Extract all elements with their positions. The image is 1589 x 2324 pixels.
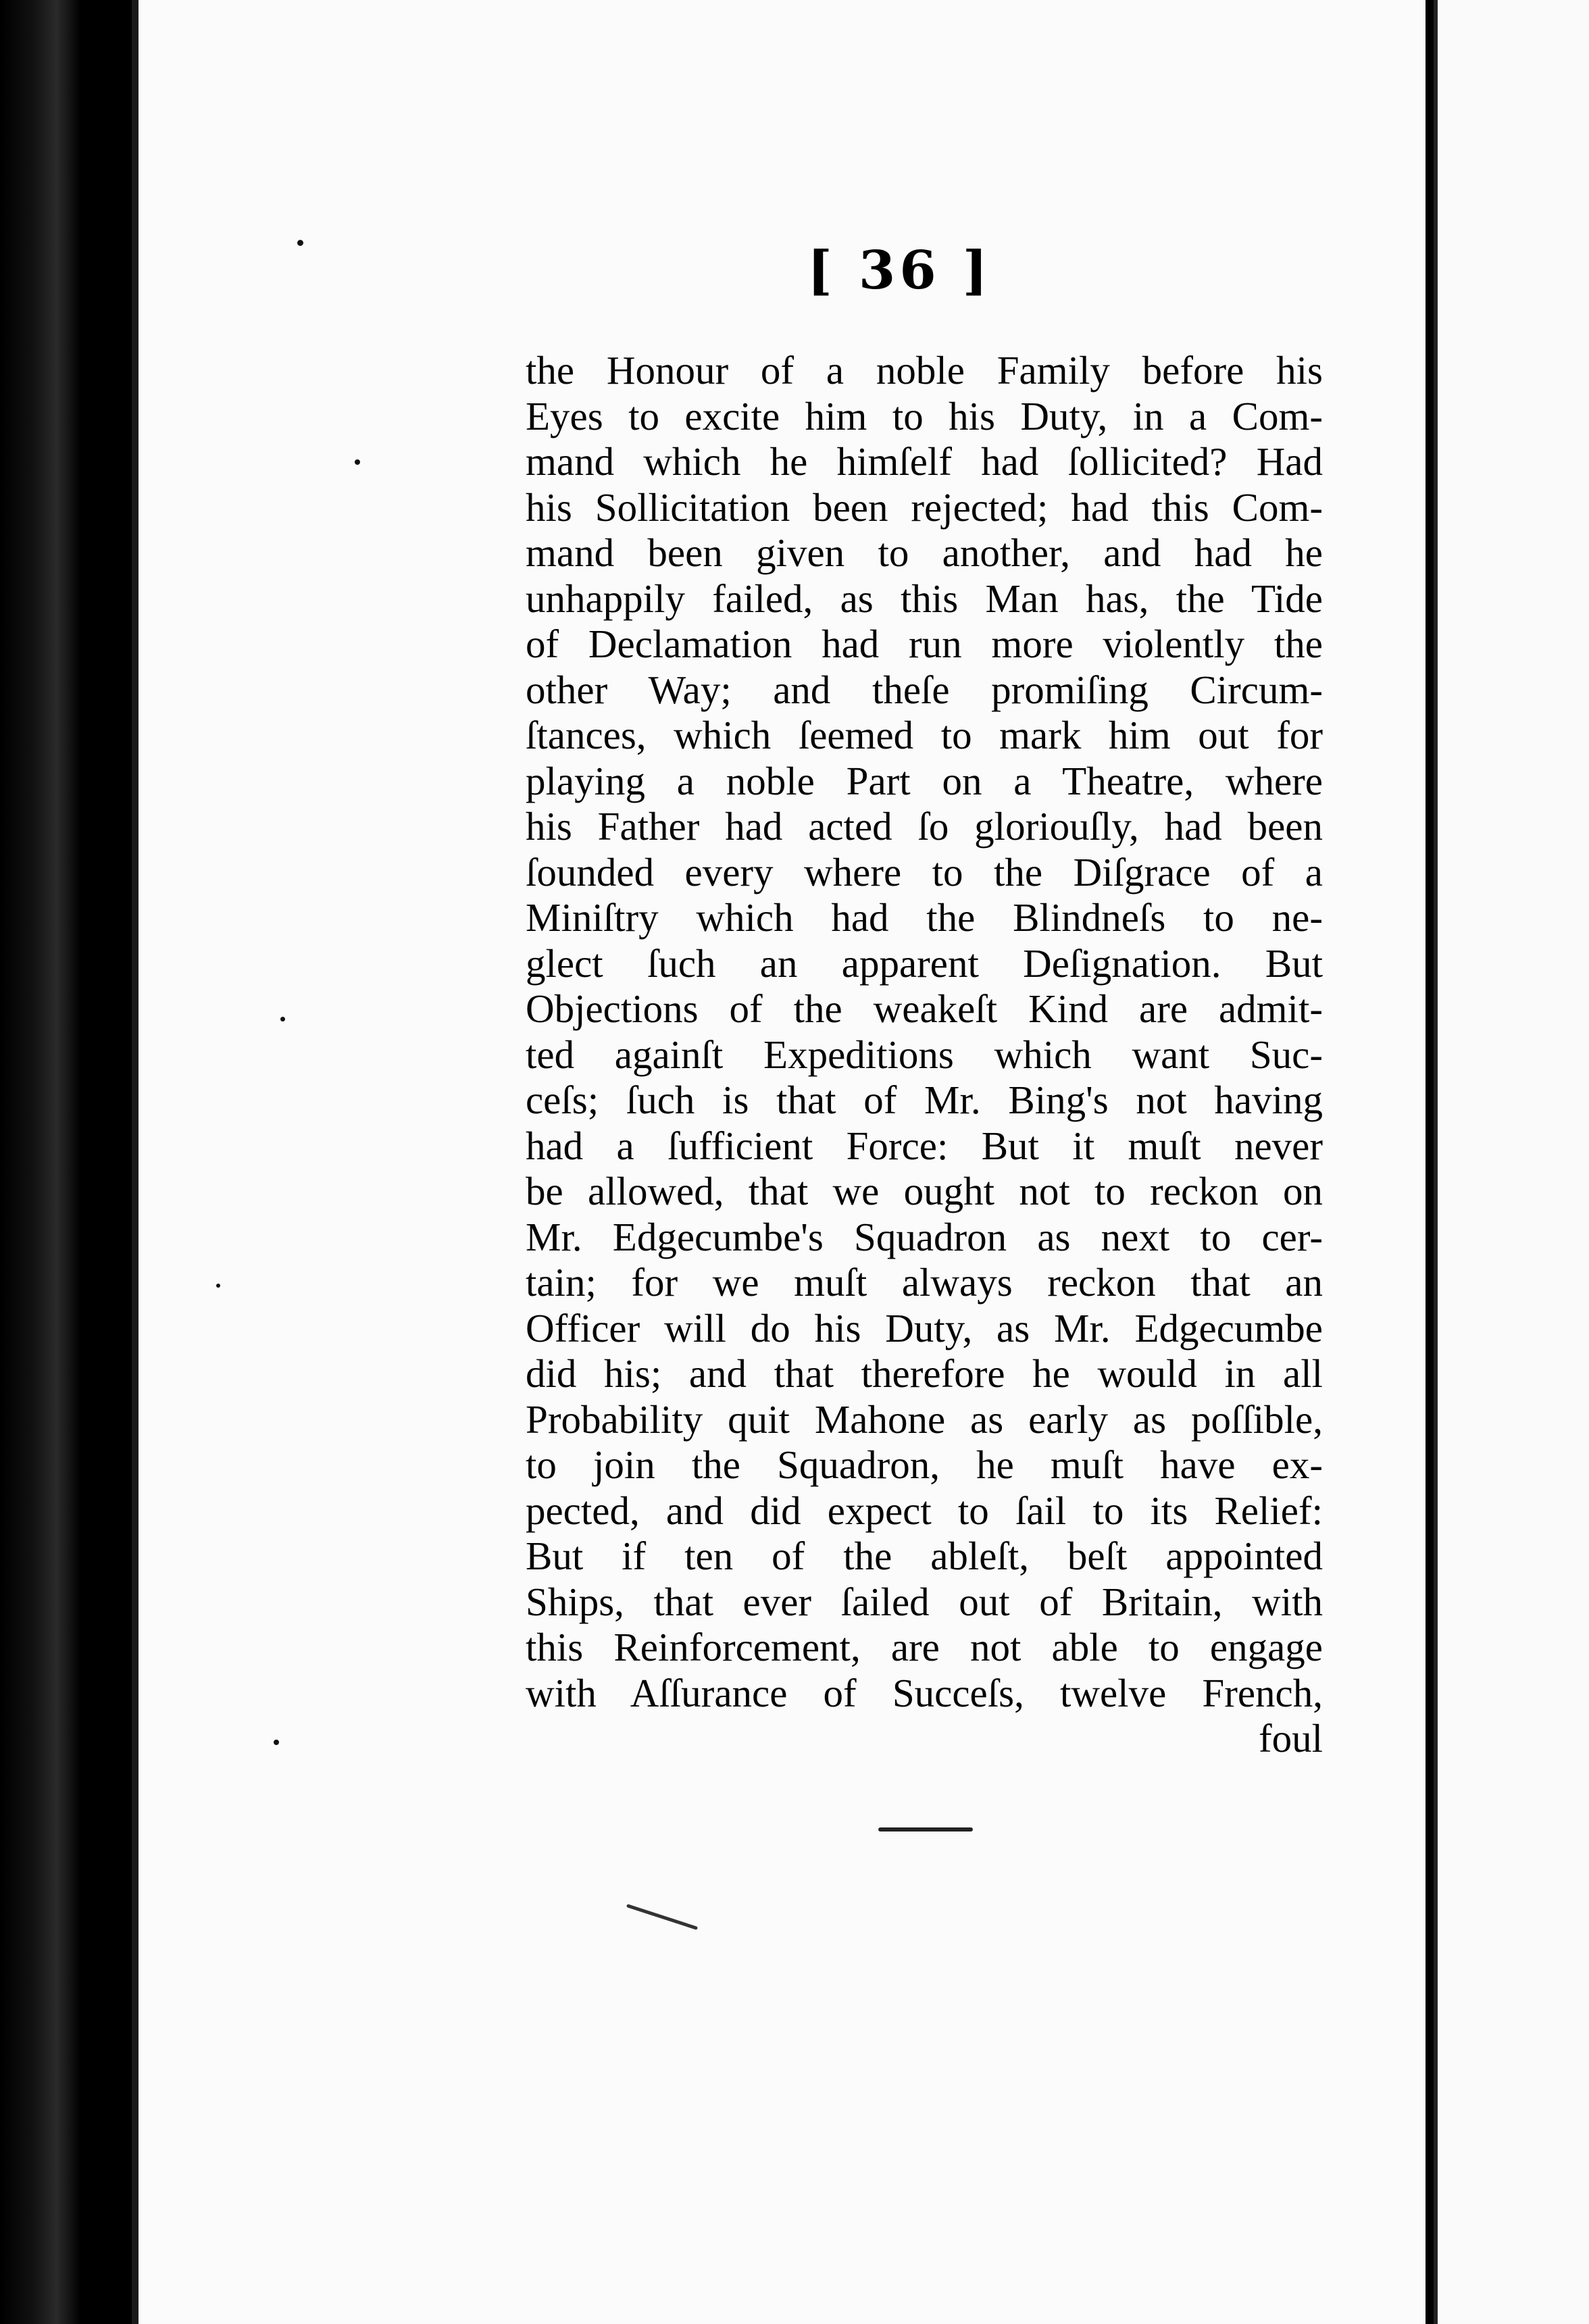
text-line: did his; and that therefore he would in all [526, 1351, 1323, 1396]
ink-smudge [878, 1827, 973, 1832]
text-line: glect ſuch an apparent Deſignation. But [526, 940, 1323, 986]
ink-speck [280, 1017, 285, 1021]
text-line: to join the Squadron, he muſt have ex- [526, 1442, 1323, 1487]
catchword: foul [1258, 1716, 1323, 1761]
text-line: of Declamation had run more violently the [526, 622, 1323, 666]
text-line: Officer will do his Duty, as Mr. Edgecumbe [526, 1305, 1323, 1350]
text-line: mand which he himſelf had ſollicited? Had [526, 439, 1323, 484]
book-binding-edge [0, 0, 81, 2324]
text-line: Ships, that ever ſailed out of Britain, with [526, 1579, 1323, 1624]
text-line: his Sollicitation been rejected; had this Com- [526, 484, 1323, 530]
text-line: other Way; and theſe promiſing Circum- [526, 667, 1323, 712]
ink-speck [297, 240, 303, 246]
text-line: tain; for we muſt always reckon that an [526, 1260, 1323, 1305]
facing-page-edge [1434, 0, 1589, 2324]
text-line: ceſs; ſuch is that of Mr. Bing's not having [526, 1078, 1323, 1122]
text-line: Eyes to excite him to his Duty, in a Com- [526, 393, 1323, 438]
text-line: Miniſtry which had the Blindneſs to ne- [526, 895, 1323, 940]
ink-speck [274, 1740, 279, 1745]
text-line: with Aſſurance of Succeſs, twelve French, [526, 1670, 1323, 1715]
text-line: But if ten of the ableſt, beſt appointed [526, 1534, 1323, 1578]
text-line: his Father had acted ſo gloriouſly, had been [526, 804, 1323, 849]
text-line: Probability quit Mahone as early as poſſible, [526, 1396, 1323, 1442]
text-line: ſounded every where to the Diſgrace of a [526, 849, 1323, 894]
text-line: Objections of the weakeſt Kind are admit- [526, 986, 1323, 1031]
text-line: mand been given to another, and had he [526, 530, 1323, 575]
text-line: playing a noble Part on a Theatre, where [526, 758, 1323, 803]
text-line: ted againſt Expeditions which want Suc- [526, 1032, 1323, 1077]
text-line: Mr. Edgecumbe's Squadron as next to cer- [526, 1214, 1323, 1259]
text-line: unhappily failed, as this Man has, the Tide [526, 576, 1323, 621]
text-line: be allowed, that we ought not to reckon on [526, 1169, 1323, 1213]
body-text [526, 348, 1323, 1762]
text-line: had a ſufficient Force: But it muſt never [526, 1123, 1323, 1168]
text-line: the Honour of a noble Family before his [526, 348, 1323, 393]
text-line: ſtances, which ſeemed to mark him out for [526, 713, 1323, 757]
ink-speck [355, 459, 360, 465]
ink-speck [216, 1284, 220, 1288]
page-gutter [1426, 0, 1434, 2324]
text-line: this Reinforcement, are not able to engage [526, 1625, 1323, 1669]
text-line: pected, and did expect to ſail to its Relief: [526, 1488, 1323, 1533]
page-number-header: [ 36 ] [807, 240, 992, 301]
